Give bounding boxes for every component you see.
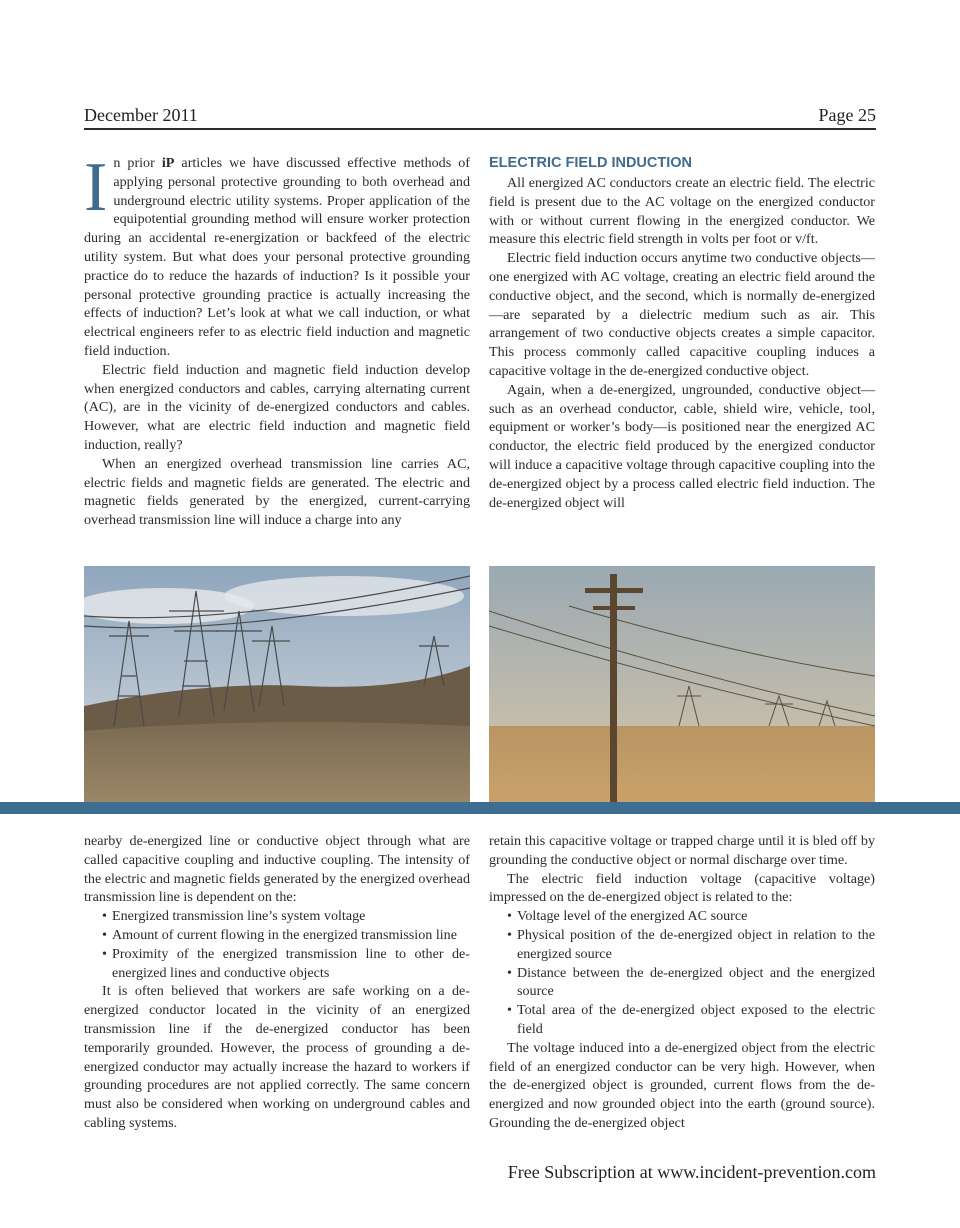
paragraph: All energized AC conductors create an electric field. The electric field is present due to the AC voltage on the energized conductor with or without current flowing in the energized conductor. We measure this electric field strength in volts per foot or v/ft. (489, 175, 875, 248)
list-item: • Voltage level of the energized AC source (507, 907, 875, 926)
intro-text-rest: articles we have discussed effective methods of applying personal protective grounding to both overhead and underground electric utility systems. Proper application of the equipotential grounding method will ensure worker protection during an accidental re-energization or backfeed of the electric utility system. But what does your personal protective grounding practice do to reduce the hazards of induction? Is it possible your personal protective grounding practice is actually increasing the effects of induction? Let’s look at what we call induction, or what electrical engineers refer to as electric field induction and magnetic field induction. (84, 155, 470, 359)
list-item: • Distance between the de-energized object and the energized source (507, 964, 875, 1002)
paragraph: It is often believed that workers are safe working on a de-energized conductor located in the vicinity of an energized transmission line if the de-energized conductor has been temporarily grounded. However, the process of grounding a de-energized conductor may actually increase the hazard to workers if grounding procedures are not applied correctly. The same concern must also be considered when working on underground cables and cabling systems. (84, 983, 470, 1131)
transmission-towers-photo (84, 566, 470, 802)
list-item: • Energized transmission line’s system voltage (102, 907, 470, 926)
drop-cap: I (84, 149, 108, 226)
ip-brand: iP (161, 155, 175, 171)
intro-paragraph (84, 149, 470, 361)
list-item: • Total area of the de-energized object exposed to the electric field (507, 1001, 875, 1039)
paragraph: The electric field induction voltage (capacitive voltage) impressed on the de-energized object is related to the: (489, 870, 875, 906)
page-header (84, 104, 876, 126)
issue-date: December 2011 (84, 105, 198, 125)
paragraph: The voltage induced into a de-energized object from the electric field of an energized conductor can be very high. However, when the de-energized object is grounded, current flows from the de-energized and now grounded object into the earth (ground source). Grounding the de-energized object (489, 1039, 875, 1131)
list-item: • Physical position of the de-energized object in relation to the energized source (507, 926, 875, 964)
page-number: Page 25 (818, 105, 876, 125)
paragraph: Electric field induction and magnetic field induction develop when energized conductors and cables, carrying alternating current (AC), are in the vicinity of de-energized conductors and cables. However, what are electric field induction and magnetic field induction, really? (84, 361, 470, 453)
header-rule (84, 128, 876, 130)
article-column-2 (489, 154, 875, 512)
article-column-1 (84, 149, 470, 530)
article-column-4 (489, 832, 875, 1133)
list-item: • Amount of current flowing in the energized transmission line (102, 926, 470, 945)
induction-voltage-list (489, 907, 875, 1039)
field-intensity-list (84, 907, 470, 982)
paragraph: Again, when a de-energized, ungrounded, conductive object—such as an overhead conductor, cable, shield wire, vehicle, tool, equipment or worker’s body—is positioned near the energized AC conductor, the electric field produced by the energized conductor will induce a capacitive voltage through capacitive coupling into the de-energized object by a process called electric field induction. The de-energized object will (489, 381, 875, 511)
paragraph: Electric field induction occurs anytime two conductive objects—one energized with AC voltage, creating an electric field around the conductive object, and the second, which is normally de-energized—are separated by a dielectric medium such as air. This arrangement of two conductive objects creates a simple capacitor. This process commonly called capacitive coupling induces a capacitive voltage in the de-energized conductive object. (489, 250, 875, 379)
accent-band (0, 802, 960, 814)
paragraph: When an energized overhead transmission line carries AC, electric fields and magnetic fields are generated. The electric and magnetic fields generated by the energized, current-carrying overhead transmission line will induce a charge into any (84, 455, 470, 529)
list-item: • Proximity of the energized transmission line to other de-energized lines and conductive objects (102, 945, 470, 983)
paragraph: retain this capacitive voltage or trapped charge until it is bled off by grounding the conductive object or normal discharge over time. (489, 833, 875, 868)
paragraph: nearby de-energized line or conductive object through what are called capacitive coupling and inductive coupling. The intensity of the electric and magnetic fields generated by the energized overhead transmission line is dependent on the: (84, 833, 470, 906)
article-column-3 (84, 832, 470, 1133)
utility-pole-photo (489, 566, 875, 802)
section-heading: ELECTRIC FIELD INDUCTION (489, 155, 692, 171)
subscription-footer: Free Subscription at www.incident-prevention.com (507, 1162, 876, 1182)
intro-text-start: n prior (113, 155, 162, 171)
